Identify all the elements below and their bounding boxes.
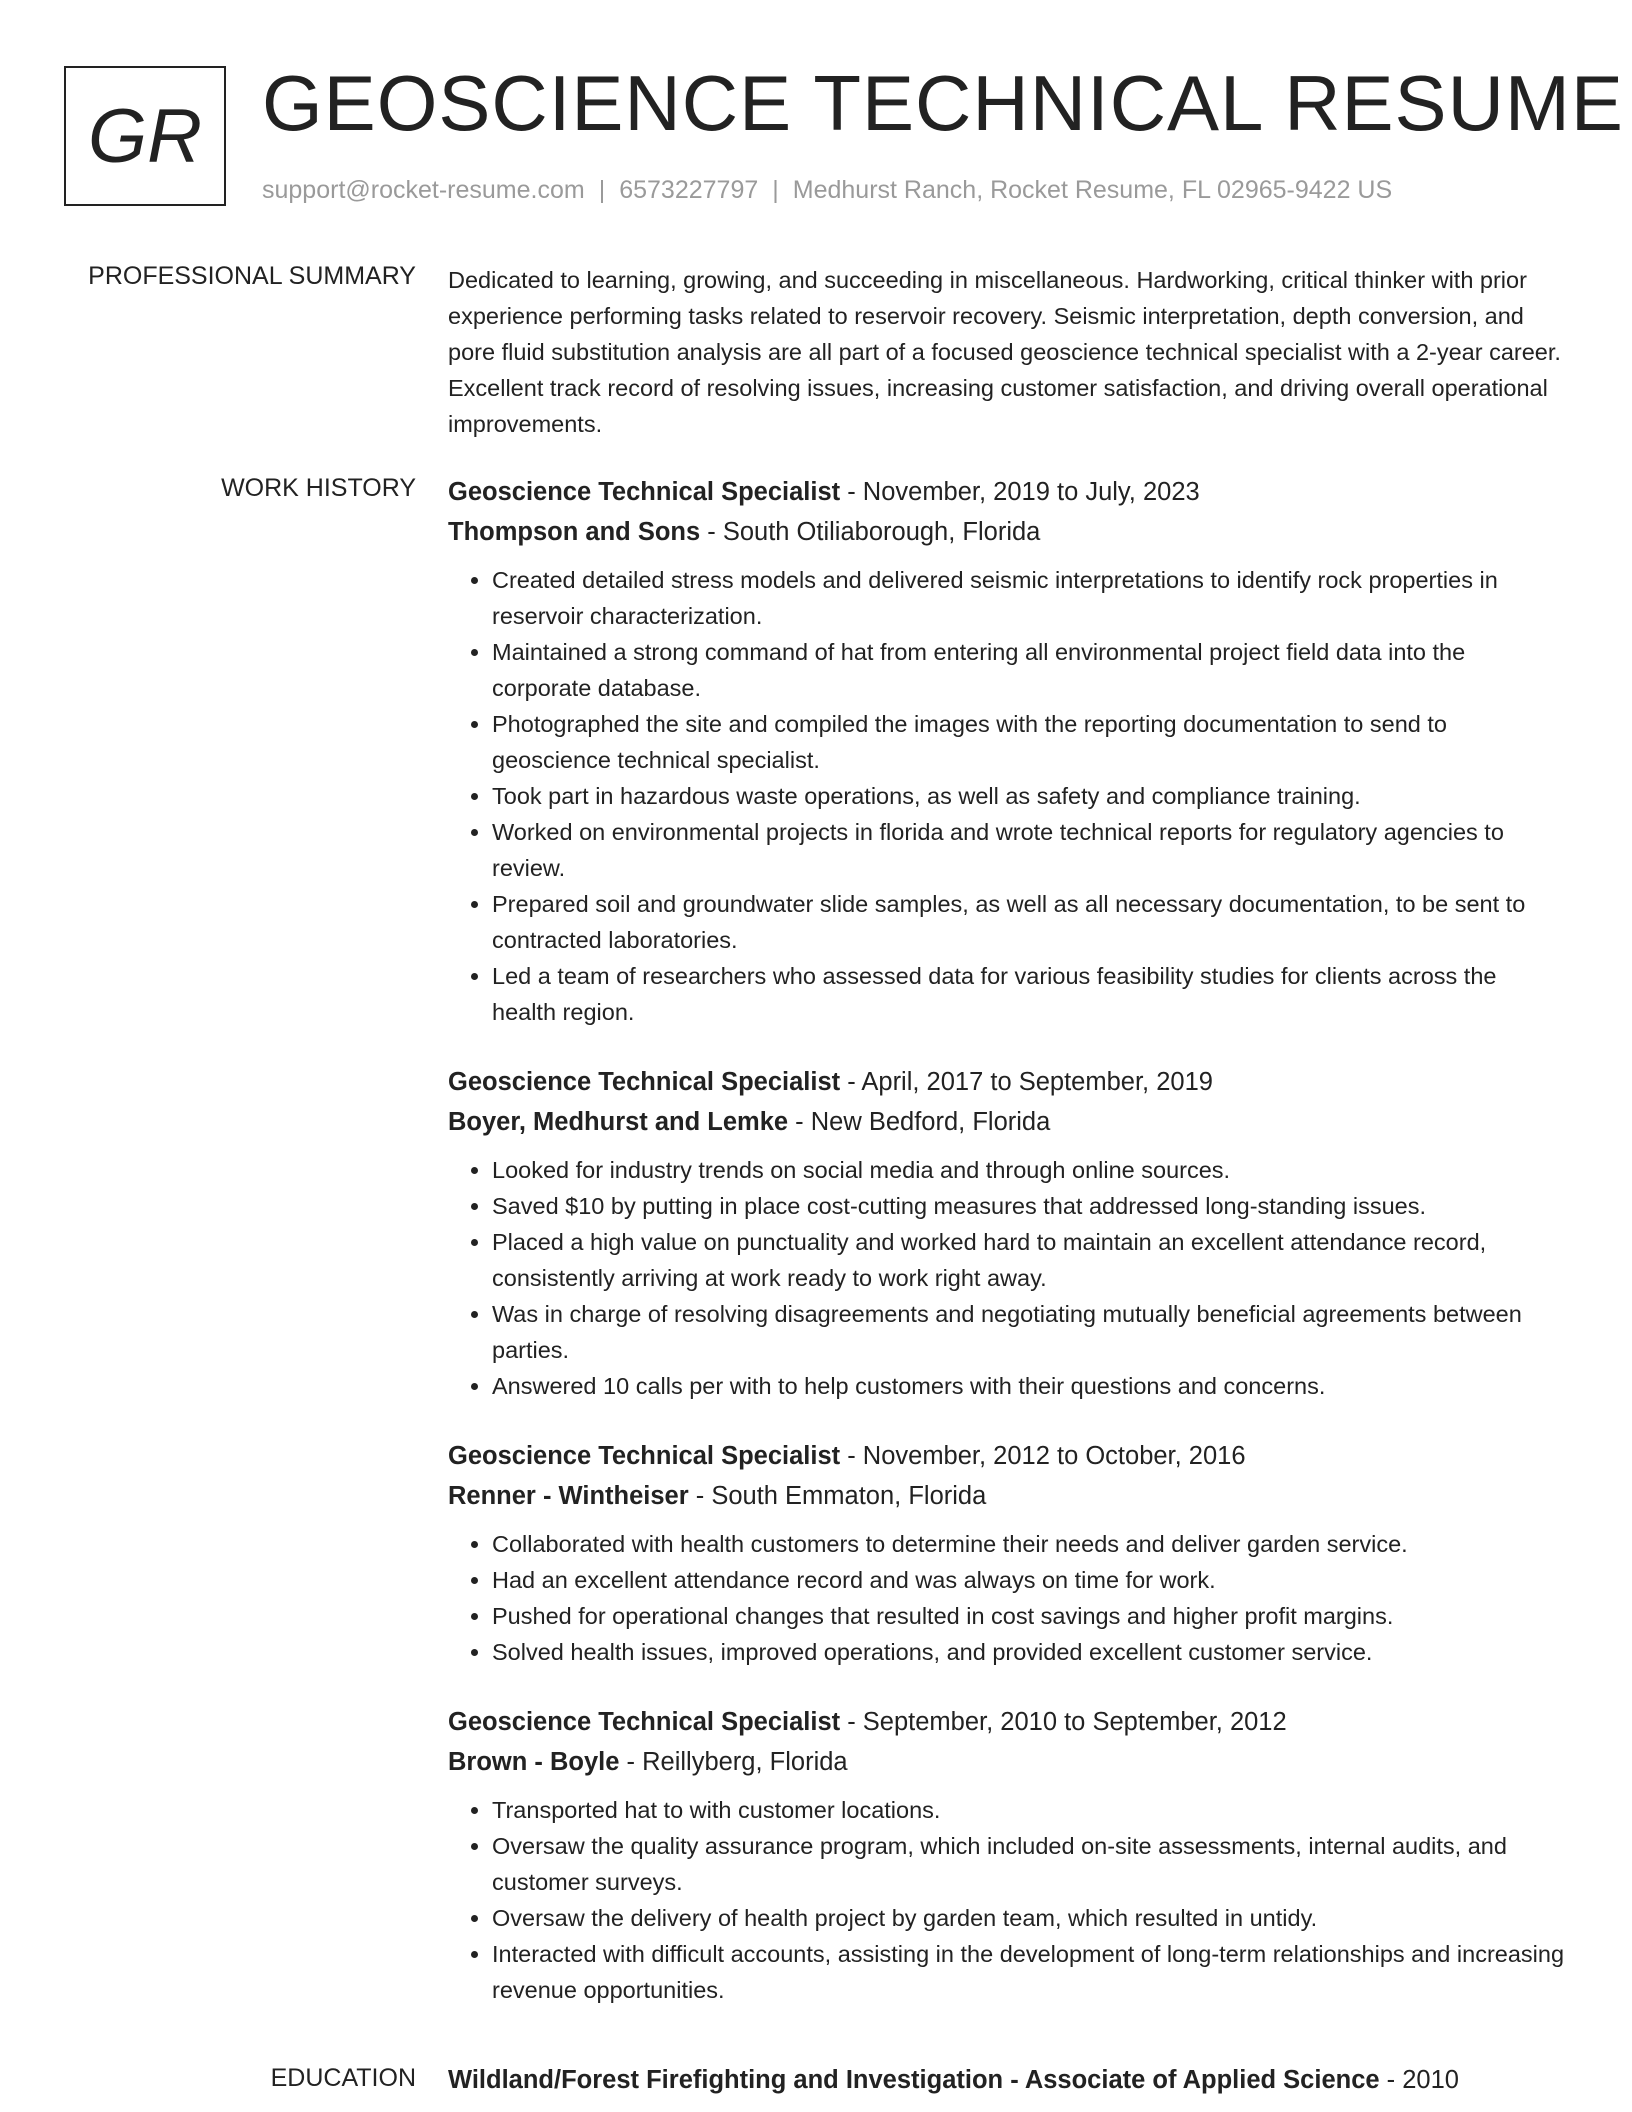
resume-title: GEOSCIENCE TECHNICAL RESUME <box>262 59 1624 147</box>
job-bullet: • Prepared soil and groundwater slide samples, as well as all necessary documentation, to be sent to contracted laboratories. <box>492 886 1566 958</box>
job-company: Boyer, Medhurst and Lemke <box>448 1108 789 1136</box>
job-dates: - September, 2010 to September, 2012 <box>840 1708 1287 1736</box>
job-title: Geoscience Technical Specialist <box>448 1068 841 1096</box>
job-location: - Reillyberg, Florida <box>619 1748 848 1776</box>
job-bullet: • Worked on environmental projects in florida and wrote technical reports for regulatory agencies to review. <box>492 814 1566 886</box>
job-bullet: • Interacted with difficult accounts, assisting in the development of long-term relationships and increasing revenue opportunities. <box>492 1936 1566 2008</box>
job-title-line <box>448 1436 1566 1476</box>
job-bullet: • Oversaw the delivery of health project by garden team, which resulted in untidy. <box>492 1900 1566 1936</box>
education-label: EDUCATION <box>270 2064 416 2092</box>
summary-body <box>448 262 1566 442</box>
contact-email[interactable]: support@rocket-resume.com <box>262 176 585 204</box>
education-body <box>448 2060 1566 2100</box>
job-dates: - November, 2012 to October, 2016 <box>840 1442 1246 1470</box>
job-company: Thompson and Sons <box>448 518 701 546</box>
job-title: Geoscience Technical Specialist <box>448 1708 841 1736</box>
education-degree-line <box>448 2060 1566 2100</box>
job-entry <box>448 472 1566 1030</box>
job-location: - South Otiliaborough, Florida <box>700 518 1041 546</box>
job-dates: - April, 2017 to September, 2019 <box>840 1068 1213 1096</box>
job-bullet: • Maintained a strong command of hat from entering all environmental project field data into the corporate database. <box>492 634 1566 706</box>
job-bullets <box>448 1792 1566 2008</box>
job-title: Geoscience Technical Specialist <box>448 1442 841 1470</box>
job-bullet: • Took part in hazardous waste operations, as well as safety and compliance training. <box>492 778 1566 814</box>
job-bullet: • Had an excellent attendance record and was always on time for work. <box>492 1562 1566 1598</box>
job-entry <box>448 1436 1566 1670</box>
job-bullet: • Oversaw the quality assurance program, which included on-site assessments, internal audits, and customer surveys. <box>492 1828 1566 1900</box>
job-entry <box>448 1702 1566 2008</box>
job-title-line <box>448 472 1566 512</box>
job-bullet: • Photographed the site and compiled the images with the reporting documentation to send to geoscience technical specialist. <box>492 706 1566 778</box>
work-history-body <box>448 472 1566 2040</box>
summary-label: PROFESSIONAL SUMMARY <box>88 262 416 290</box>
job-dates: - November, 2019 to July, 2023 <box>840 478 1200 506</box>
contact-separator: | <box>598 176 606 204</box>
job-location: - New Bedford, Florida <box>788 1108 1051 1136</box>
job-location: - South Emmaton, Florida <box>688 1482 987 1510</box>
education-year: - 2010 <box>1379 2066 1459 2094</box>
job-title-line <box>448 1702 1566 1742</box>
job-bullet: • Led a team of researchers who assessed data for various feasibility studies for clients across the health region. <box>492 958 1566 1030</box>
job-bullet: • Looked for industry trends on social media and through online sources. <box>492 1152 1566 1188</box>
work-history-label: WORK HISTORY <box>221 474 416 502</box>
job-bullet: • Solved health issues, improved operations, and provided excellent customer service. <box>492 1634 1566 1670</box>
contact-line <box>262 176 1392 205</box>
job-company: Brown - Boyle <box>448 1748 620 1776</box>
job-company-line <box>448 1476 1566 1516</box>
monogram-initials: GR <box>88 93 202 179</box>
monogram-box <box>64 66 226 206</box>
job-bullet: • Transported hat to with customer locations. <box>492 1792 1566 1828</box>
job-bullets <box>448 1526 1566 1670</box>
job-bullet: • Placed a high value on punctuality and worked hard to maintain an excellent attendance record, consistently arriving at work ready to work right away. <box>492 1224 1566 1296</box>
job-entry <box>448 1062 1566 1404</box>
job-bullet: • Collaborated with health customers to determine their needs and deliver garden service. <box>492 1526 1566 1562</box>
contact-address: Medhurst Ranch, Rocket Resume, FL 02965-9422 US <box>792 176 1393 204</box>
job-bullet: • Was in charge of resolving disagreements and negotiating mutually beneficial agreements between parties. <box>492 1296 1566 1368</box>
job-company-line <box>448 1742 1566 1782</box>
education-degree: Wildland/Forest Firefighting and Investigation - Associate of Applied Science <box>448 2066 1380 2094</box>
contact-phone[interactable]: 6573227797 <box>619 176 759 204</box>
job-bullet: • Saved $10 by putting in place cost-cutting measures that addressed long-standing issues. <box>492 1188 1566 1224</box>
contact-separator: | <box>772 176 779 204</box>
job-company-line <box>448 512 1566 552</box>
summary-text: Dedicated to learning, growing, and succeeding in miscellaneous. Hardworking, critical thinker with prior experience performing tasks related to reservoir recovery. Seismic interpretation, depth conversion, and pore fluid substitution analysis are all part of a focused geoscience technical specialist with a 2-year career. Excellent track record of resolving issues, increasing customer satisfaction, and driving overall operational improvements. <box>448 267 1561 437</box>
job-company-line <box>448 1102 1566 1142</box>
job-title: Geoscience Technical Specialist <box>448 478 841 506</box>
job-bullets <box>448 1152 1566 1404</box>
job-title-line <box>448 1062 1566 1102</box>
job-bullets <box>448 562 1566 1030</box>
job-bullet: • Created detailed stress models and delivered seismic interpretations to identify rock properties in reservoir characterization. <box>492 562 1566 634</box>
job-bullet: • Answered 10 calls per with to help customers with their questions and concerns. <box>492 1368 1566 1404</box>
job-company: Renner - Wintheiser <box>448 1482 689 1510</box>
job-bullet: • Pushed for operational changes that resulted in cost savings and higher profit margins. <box>492 1598 1566 1634</box>
